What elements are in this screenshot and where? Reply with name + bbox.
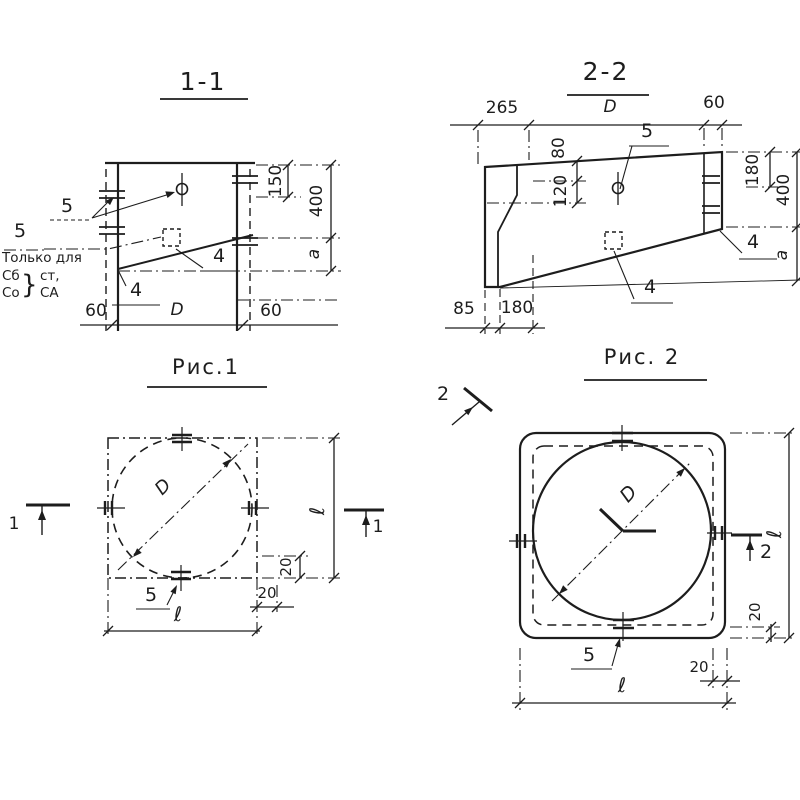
dim-120-label: 120 (551, 174, 571, 208)
callout-4-mid: 4 (212, 245, 226, 267)
dim-60-right-label: 60 (260, 301, 282, 321)
extension-lines (108, 438, 342, 638)
dim-20-vertical-label: 20 (746, 602, 764, 622)
cutting-plane-arrow-right (362, 515, 370, 525)
detail-dashed-square (163, 229, 180, 246)
rebar-hatch-marks (99, 176, 258, 245)
slab-plan-outer (520, 433, 725, 638)
note-line3b: СА (40, 285, 59, 301)
leader-arrowhead (165, 191, 175, 198)
callout-5-lower: 5 (13, 220, 27, 242)
section-2-2 (445, 57, 800, 334)
dim-60-label: 60 (703, 93, 725, 113)
left-notch-line (498, 166, 517, 287)
dim-D-top-label: D (603, 97, 617, 117)
right-dimension-lines (770, 152, 797, 281)
note-line1: Только для (2, 250, 82, 266)
extension-lines (520, 433, 796, 710)
dim-a-label: а (304, 248, 324, 260)
diameter-label: D (150, 474, 176, 500)
callout-4-left: 4 (129, 279, 143, 301)
dim-80-label: 80 (549, 137, 569, 159)
callout-5: 5 (144, 584, 158, 606)
dim-85-label: 85 (453, 299, 475, 319)
dim-l-right-label: ℓ (762, 529, 786, 539)
callout-5-arrowhead (170, 585, 177, 594)
section-2-2-title: 2-2 (582, 57, 630, 86)
section-1-1 (1, 67, 341, 331)
callout-5: 5 (582, 644, 596, 666)
dim-180-right-label: 180 (743, 153, 763, 187)
dim-20-horizontal-label: 20 (257, 584, 277, 602)
diameter-arrowhead (222, 459, 231, 468)
interior-reference-lines (487, 181, 586, 203)
diameter-label: D (615, 481, 642, 507)
dim-l-bottom-label: ℓ (617, 673, 627, 697)
section-mark-2-right: 2 (759, 541, 773, 563)
section-1-1-title: 1-1 (179, 67, 227, 96)
cutting-plane-arrow-left (38, 510, 46, 520)
cutting-plane-bar-top (464, 388, 492, 411)
callout-5-lower-leader (4, 237, 161, 250)
section-2-2-outline (485, 152, 722, 287)
callout-5-upper: 5 (60, 195, 74, 217)
section-mark-2-top: 2 (436, 383, 450, 405)
rebar-mark-bars (105, 435, 256, 579)
dim-400-label: 400 (774, 173, 794, 207)
callout-5-arrowhead (615, 638, 621, 648)
detail-dashed-square (605, 232, 622, 249)
dim-20-horizontal-label: 20 (689, 658, 709, 676)
dim-l-right-label: ℓ (305, 506, 329, 516)
cutting-plane-arrow-right (746, 540, 754, 550)
section-mark-1-left: 1 (8, 514, 20, 534)
dim-60-left-label: 60 (85, 301, 107, 321)
center-cross (600, 509, 656, 531)
figure-2-caption: Рис. 2 (603, 345, 681, 369)
callout-5: 5 (640, 120, 654, 142)
dim-180-bottom-label: 180 (500, 298, 534, 318)
rebar-mark-axes (97, 427, 269, 591)
dim-a-label: а (772, 249, 792, 261)
figure-1 (9, 355, 384, 638)
diameter-arrowhead (559, 585, 568, 594)
rebar-mark-bars (517, 433, 722, 628)
dim-D-label: D (170, 300, 184, 320)
figure-1-caption: Рис.1 (172, 355, 240, 379)
dim-400-label: 400 (307, 184, 327, 218)
slab-plan-inner-dashed (533, 446, 713, 625)
callout-4-bottom: 4 (643, 276, 657, 298)
dim-150-label: 150 (266, 164, 286, 198)
dim-20-vertical-label: 20 (277, 557, 295, 577)
figure-2 (437, 345, 796, 710)
diameter-arrowhead (133, 548, 142, 557)
note-line2a: Сб (2, 268, 20, 284)
cutting-plane-stem-top (452, 402, 479, 425)
callout-5-leader (620, 146, 669, 189)
callout-5-upper-leaders (92, 193, 173, 218)
note-line2b: ст, (40, 268, 60, 284)
bottom-extension-lines (485, 255, 533, 334)
callout-4-right: 4 (746, 231, 760, 253)
dim-l-bottom-label: ℓ (173, 602, 183, 626)
note-line3a: Со (2, 285, 20, 301)
dim-265-label: 265 (485, 98, 519, 118)
note-brace: } (21, 270, 38, 300)
top-extension-lines (478, 128, 722, 168)
section-mark-1-right: 1 (372, 517, 384, 537)
sloped-bottom-line (118, 235, 253, 269)
